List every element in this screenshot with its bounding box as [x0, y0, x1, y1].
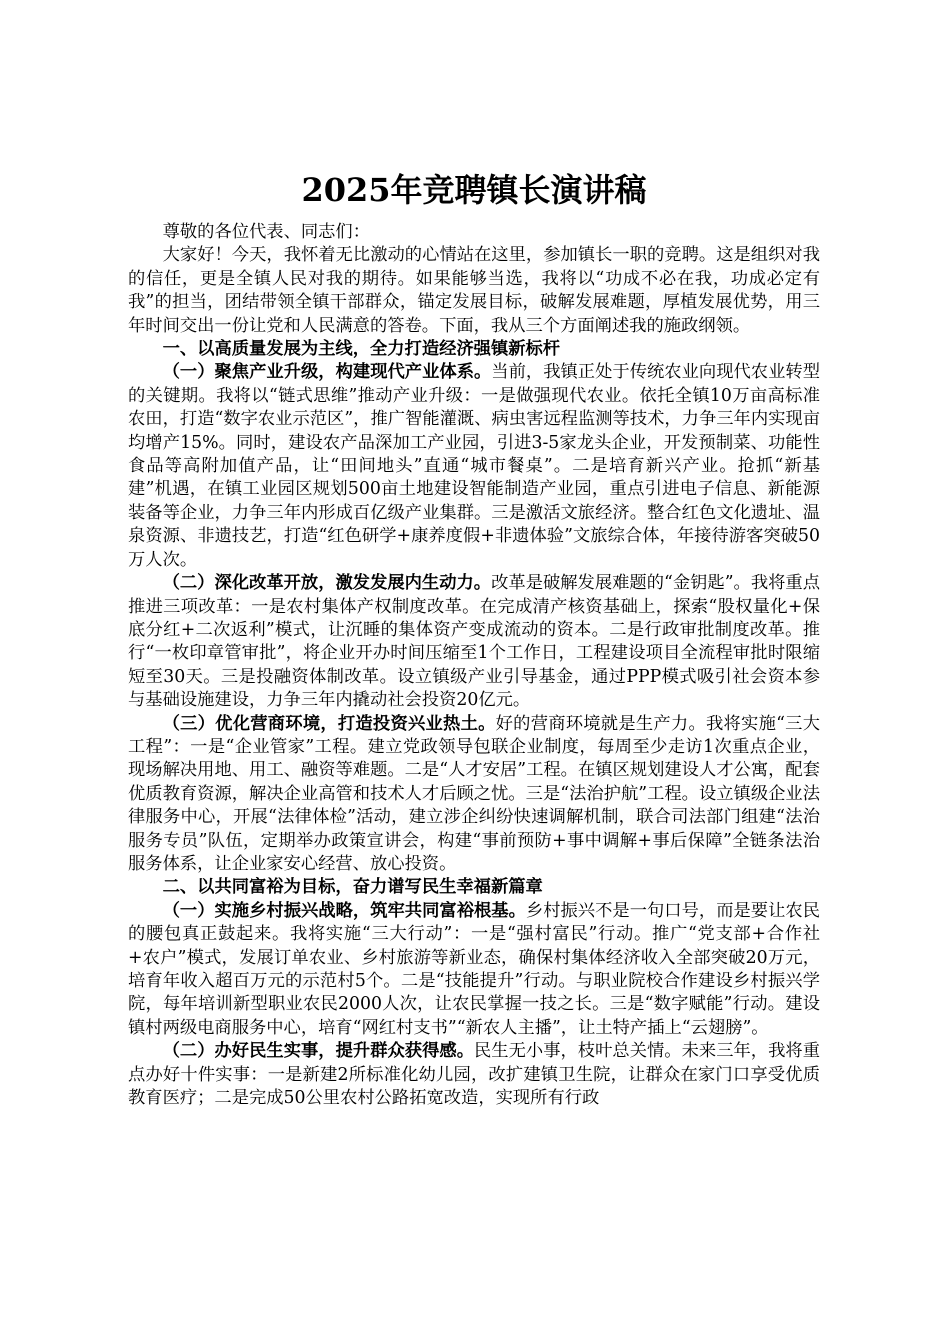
section-paragraph: [128, 361, 820, 572]
paragraph-lead: （一）实施乡村振兴战略，筑牢共同富裕根基。: [162, 900, 526, 921]
section-paragraph: [128, 900, 820, 1040]
section-paragraph: [128, 713, 820, 877]
section-paragraph: [128, 572, 820, 712]
section-paragraph: [128, 1040, 820, 1110]
section-heading: 一、以高质量发展为主线，全力打造经济强镇新标杆: [162, 339, 561, 360]
paragraph-text: 好的营商环境就是生产力。我将实施“三大工程”：一是“企业管家”工程。建立党政领导包联企业制度，每周至少走访1次重点企业，现场解决用地、用工、融资等难题。二是“人才安居”工程。在镇区规划建设人才公寓，配套优质教育资源，解决企业高管和技术人才后顾之忧。三是“法治护航”工程。设立镇级企业法律服务中心，开展“法律体检”活动，建立涉企纠纷快速调解机制，联合司法部门组建“法治服务专员”队伍，定期举办政策宣讲会，构建“事前预防+事中调解+事后保障”全链条法治服务体系，让企业家安心经营、放心投资。: [128, 713, 820, 874]
paragraph-text: 乡村振兴不是一句口号，而是要让农民的腰包真正鼓起来。我将实施“三大行动”：一是“强村富民”行动。推广“党支部+合作社+农户”模式，发展订单农业、乡村旅游等新业态，确保村集体经济收入全部突破20万元，培育年收入超百万元的示范村5个。二是“技能提升”行动。与职业院校合作建设乡村振兴学院，每年培训新型职业农民2000人次，让农民掌握一技之长。三是“数字赋能”行动。建设镇村两级电商服务中心，培育“网红村支书”“新农人主播”，让土特产插上“云翅膀”。: [128, 900, 820, 1038]
intro-paragraph: 大家好！今天，我怀着无比激动的心情站在这里，参加镇长一职的竞聘。这是组织对我的信任，更是全镇人民对我的期待。如果能够当选，我将以“功成不必在我，功成必定有我”的担当，团结带领全镇干部群众，锚定发展目标，破解发展难题，厚植发展优势，用三年时间交出一份让党和人民满意的答卷。下面，我从三个方面阐述我的施政纲领。: [128, 245, 820, 336]
section-heading: 二、以共同富裕为目标，奋力谱写民生幸福新篇章: [162, 877, 543, 898]
document-body: [128, 170, 820, 1110]
document-title: 2025年竞聘镇长演讲稿: [301, 171, 647, 209]
paragraph-lead: （一）聚焦产业升级，构建现代产业体系。: [162, 362, 492, 383]
paragraph-text: 当前，我镇正处于传统农业向现代农业转型的关键期。我将以“链式思维”推动产业升级：一是做强现代农业。依托全镇10万亩高标准农田，打造“数字农业示范区”，推广智能灌溉、病虫害远程监测等技术，力争三年内实现亩均增产15%。同时，建设农产品深加工产业园，引进3-5家龙头企业，开发预制菜、功能性食品等高附加值产品，让“田间地头”直通“城市餐桌”。二是培育新兴产业。抢抓“新基建”机遇，在镇工业园区规划500亩土地建设智能制造产业园，重点引进电子信息、新能源装备等企业，力争三年内形成百亿级产业集群。三是激活文旅经济。整合红色文化遗址、温泉资源、非遗技艺，打造“红色研学+康养度假+非遗体验”文旅综合体，年接待游客突破50万人次。: [128, 362, 820, 570]
paragraph-text: 改革是破解发展难题的“金钥匙”。我将重点推进三项改革：一是农村集体产权制度改革。在完成清产核资基础上，探索“股权量化+保底分红+二次返利”模式，让沉睡的集体资产变成流动的资本。二是行政审批制度改革。推行“一枚印章管审批”，将企业开办时间压缩至1个工作日，工程建设项目全流程审批时限缩短至30天。三是投融资体制改革。设立镇级产业引导基金，通过PPP模式吸引社会资本参与基础设施建设，力争三年内撬动社会投资20亿元。: [128, 573, 820, 711]
paragraph-lead: （二）办好民生实事，提升群众获得感。: [162, 1041, 474, 1062]
paragraph-lead: （二）深化改革开放，激发发展内生动力。: [162, 573, 492, 594]
salutation: 尊敬的各位代表、同志们：: [162, 222, 370, 242]
paragraph-lead: （三）优化营商环境，打造投资兴业热土。: [162, 713, 496, 734]
paragraph-text: 民生无小事，枝叶总关情。未来三年，我将重点办好十件实事：一是新建2所标准化幼儿园，改扩建镇卫生院，让群众在家门口享受优质教育医疗；二是完成50公里农村公路拓宽改造，实现所有行政: [128, 1041, 820, 1109]
